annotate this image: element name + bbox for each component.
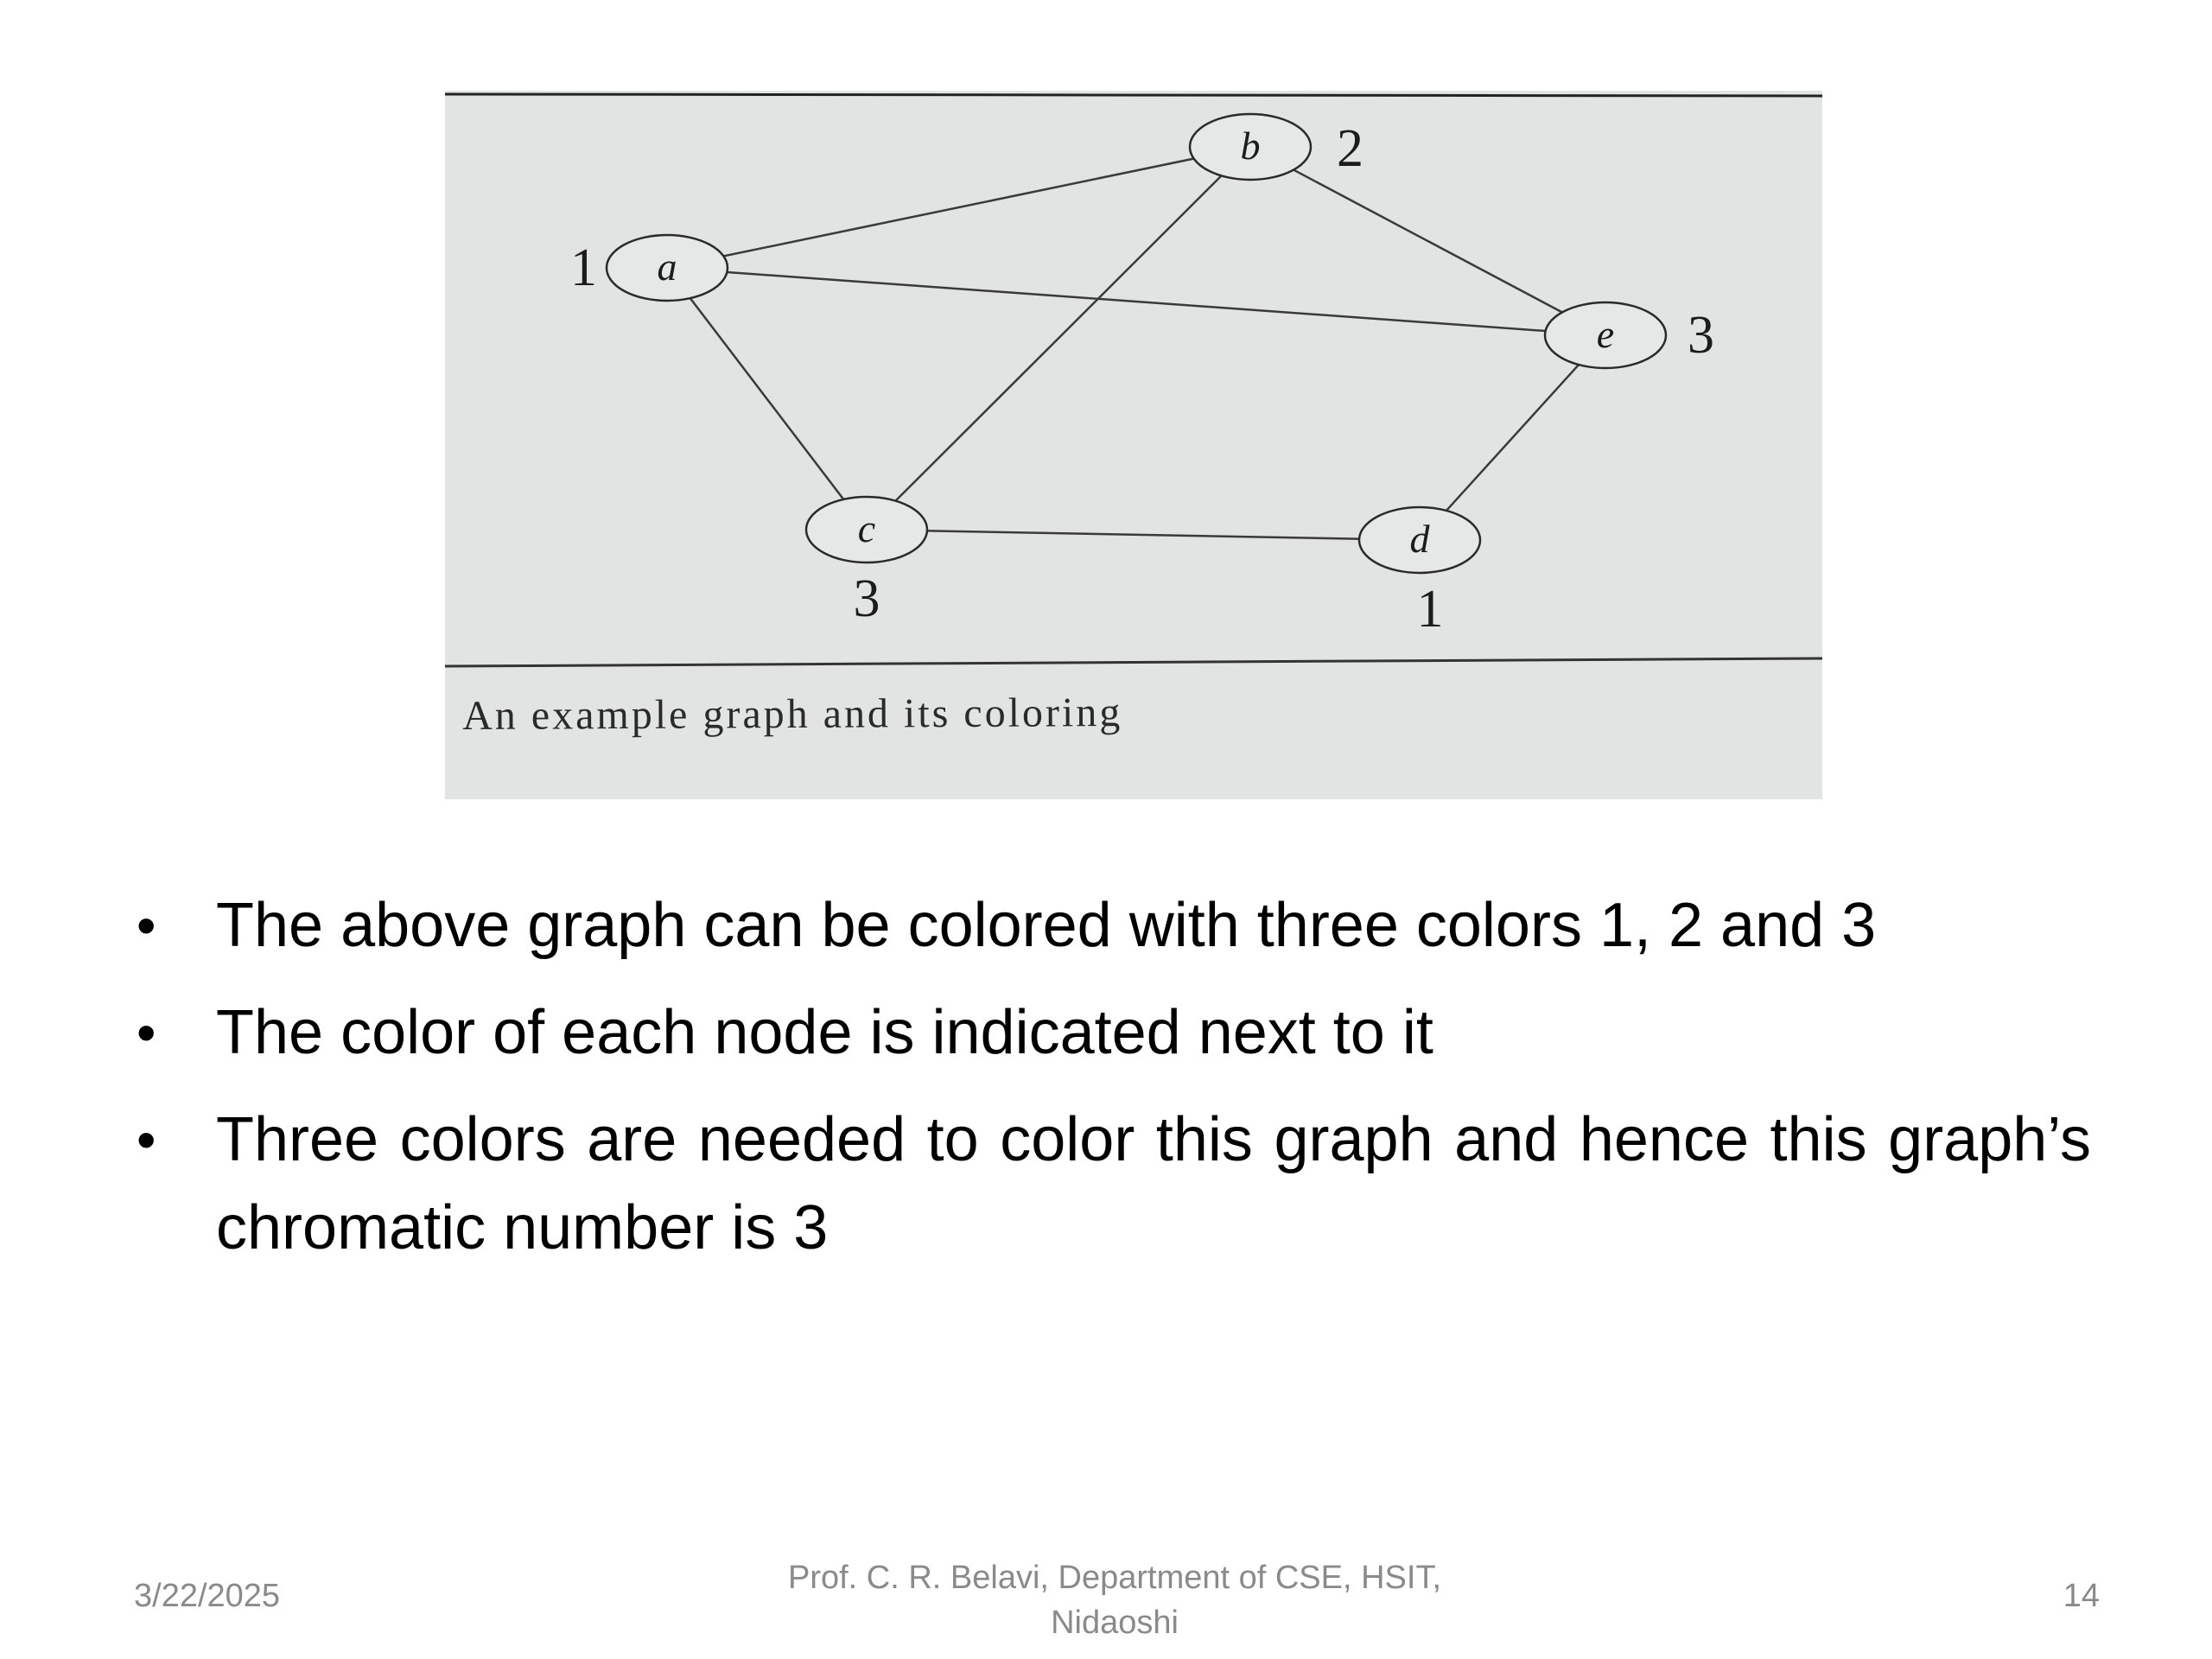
graph-node-a <box>570 235 728 301</box>
bullet-text: The color of each node is indicated next to it <box>216 998 1433 1067</box>
bullet-list <box>130 881 2091 1291</box>
graph-node-color-label: 3 <box>1688 306 1714 365</box>
graph-node-c <box>806 497 927 628</box>
bullet-item <box>130 881 2091 969</box>
bullet-item <box>130 1096 2091 1272</box>
bullet-text: Three colors are needed to color this graph and hence this graph’s chromatic number is 3 <box>216 1105 2091 1262</box>
figure-top-rule <box>445 94 1822 96</box>
graph-node-e <box>1545 302 1714 368</box>
graph-node-b <box>1190 114 1363 180</box>
bullet-item <box>130 988 2091 1077</box>
graph-edge-a-e <box>667 268 1605 335</box>
graph-figure <box>445 91 1822 799</box>
graph-edge-a-c <box>667 268 867 530</box>
footer-author <box>760 1555 1469 1645</box>
footer-page-number: 14 <box>2063 1578 2100 1614</box>
figure-bottom-rule <box>445 658 1822 666</box>
bullet-marker: • <box>137 1109 156 1171</box>
bullet-text: The above graph can be colored with three colors 1, 2 and 3 <box>216 891 1877 960</box>
graph-node-label: c <box>857 506 876 550</box>
graph-edge-d-e <box>1420 335 1605 540</box>
graph-node-color-label: 1 <box>570 238 597 297</box>
bullet-marker: • <box>137 1001 156 1064</box>
graph-node-label: e <box>1596 312 1615 356</box>
footer-author-line2: Nidaoshi <box>1051 1605 1179 1641</box>
graph-node-label: d <box>1409 517 1430 561</box>
footer-author-line1: Prof. C. R. Belavi, Department of CSE, HSIT, <box>787 1560 1442 1596</box>
graph-node-label: b <box>1240 124 1261 168</box>
graph-node-color-label: 2 <box>1337 119 1363 178</box>
graph-edge-b-e <box>1250 147 1605 335</box>
graph-node-d <box>1359 507 1480 639</box>
figure-caption: An example graph and its coloring <box>462 689 1123 739</box>
graph-node-color-label: 3 <box>853 569 880 628</box>
graph-node-label: a <box>657 245 677 289</box>
graph-node-color-label: 1 <box>1416 580 1444 639</box>
bullet-marker: • <box>137 894 156 957</box>
graph-edge-b-c <box>867 147 1250 530</box>
graph-edge-a-b <box>667 147 1250 268</box>
graph-edge-c-d <box>867 530 1420 540</box>
footer-date: 3/22/2025 <box>134 1578 281 1614</box>
